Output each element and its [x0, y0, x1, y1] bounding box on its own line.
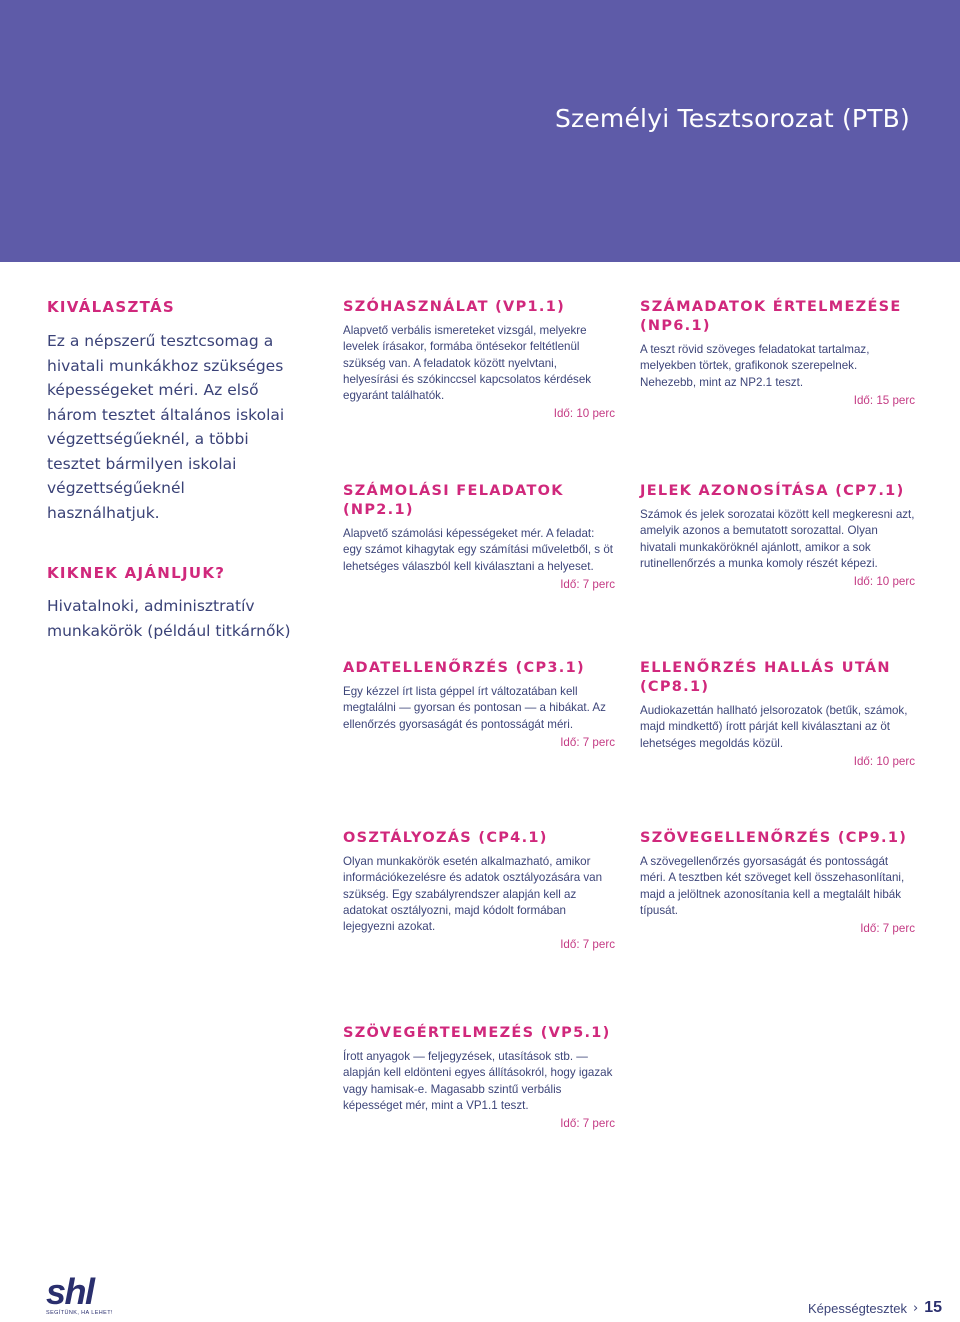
test-title: SZÖVEGELLENŐRZÉS (CP9.1) — [640, 830, 908, 846]
test-time: Idő: 7 perc — [560, 735, 615, 749]
page-title: Személyi Tesztsorozat (PTB) — [554, 104, 910, 133]
intro-heading: KIVÁLASZTÁS — [47, 298, 176, 316]
test-title: JELEK AZONOSÍTÁSA (CP7.1) — [640, 483, 905, 499]
test-time: Idő: 10 perc — [553, 407, 615, 421]
intro-text: Ez a népszerű tesztcsomag a hivatali munkákhoz szükséges képességeket méri. Az első három tesztet általános iskolai végzettségűeknél, a többi tesztet bármilyen iskolai végzettségűeknél használhatjuk. — [47, 332, 285, 522]
test-title: OSZTÁLYOZÁS (CP4.1) — [343, 830, 548, 846]
chevron-right-icon: › — [913, 1300, 919, 1316]
test-card-vp5 — [343, 1024, 615, 1132]
test-card-cp8 — [640, 659, 915, 770]
test-title: ELLENŐRZÉS HALLÁS UTÁN (CP8.1) — [640, 660, 891, 695]
test-description: Alapvető számolási képességeket mér. A feladat: egy számot kihagytak egy számítási műveletből, s öt lehetséges válaszból kell kiválasztani a helyeset. — [343, 527, 613, 573]
test-time: Idő: 7 perc — [560, 577, 615, 591]
test-description: Olyan munkakörök esetén alkalmazható, amikor információkezelésre és adatok osztályozására van szükség. Egy szabályrendszer alapján kell az adatokat osztályozni, majd kódolt formában lejegyezni azokat. — [343, 855, 603, 934]
test-description: Audiokazettán hallható jelsorozatok (betűk, számok, majd mindkettő) írott párját kell kiválasztani az öt lehetséges megoldás közül. — [640, 704, 908, 750]
test-card-cp7 — [640, 482, 915, 590]
test-time: Idő: 7 perc — [860, 922, 915, 936]
test-card-np2 — [343, 482, 615, 593]
test-card-vp1 — [343, 298, 615, 422]
test-card-cp4 — [343, 829, 615, 953]
test-card-cp9 — [640, 829, 915, 937]
test-card-np6 — [640, 298, 915, 409]
test-description: Alapvető verbális ismereteket vizsgál, melyekre levelek írásakor, formába öntésekor feltétlenül szükség van. A feladatok között nyelvtani, helyesírási és szókinccsel kapcsolatos kérdések egyaránt találhatók. — [343, 324, 592, 403]
test-title: SZÓHASZNÁLAT (VP1.1) — [343, 299, 566, 315]
test-title: ADATELLENŐRZÉS (CP3.1) — [343, 660, 585, 676]
test-title: SZÁMADATOK ÉRTELMEZÉSE (NP6.1) — [640, 299, 902, 334]
section-name: Képességtesztek — [807, 1300, 907, 1316]
test-time: Idő: 10 perc — [853, 575, 915, 589]
recommend-heading: KIKNEK AJÁNLJUK? — [47, 564, 226, 582]
page-number: 15 — [924, 1299, 942, 1316]
test-description: Számok és jelek sorozatai között kell megkeresni azt, amelyik azonos a bemutatott sorozattal. Olyan hivatali munkaköröknél ajánlott, amikor a sok rutinellenőrzés a munka komoly részét képezi. — [640, 508, 915, 570]
test-title: SZÁMOLÁSI FELADATOK (NP2.1) — [343, 483, 564, 518]
logo-wordmark: shl — [46, 1271, 94, 1312]
header-banner — [0, 0, 960, 262]
shl-logo — [46, 1271, 130, 1322]
test-card-cp3 — [343, 659, 615, 751]
test-time: Idő: 10 perc — [853, 754, 915, 768]
test-description: A teszt rövid szöveges feladatokat tartalmaz, melyekben törtek, grafikonok szerepelnek. Nehezebb, mint az NP2.1 teszt. — [640, 343, 870, 389]
test-time: Idő: 15 perc — [853, 393, 915, 407]
intro-column — [47, 297, 297, 644]
logo-tagline: SEGÍTÜNK, HA LEHET! — [46, 1310, 113, 1316]
test-description: Írott anyagok — feljegyzések, utasítások stb. — alapján kell eldönteni egyes állításokról, hogy igazak vagy hamisak-e. Magasabb szintű verbális képességet mér, mint a VP1.1 teszt. — [343, 1050, 613, 1112]
test-time: Idő: 7 perc — [560, 938, 615, 952]
test-title: SZÖVEGÉRTELMEZÉS (VP5.1) — [343, 1025, 611, 1041]
test-time: Idő: 7 perc — [560, 1117, 615, 1131]
recommend-text: Hivatalnoki, adminisztratív munkakörök (például titkárnők) — [47, 597, 291, 640]
test-description: Egy kézzel írt lista géppel írt változatában kell megtalálni — gyorsan és pontosan — a hibákat. Az ellenőrzés gyorsaságát és pontosságát méri. — [343, 685, 606, 731]
test-description: A szövegellenőrzés gyorsaságát és pontosságát méri. A tesztben két szöveget kell összehasonlítani, majd a jelöltnek azonosítania kell a megtalált hibák típusát. — [640, 855, 905, 917]
page-footer — [808, 1299, 942, 1317]
